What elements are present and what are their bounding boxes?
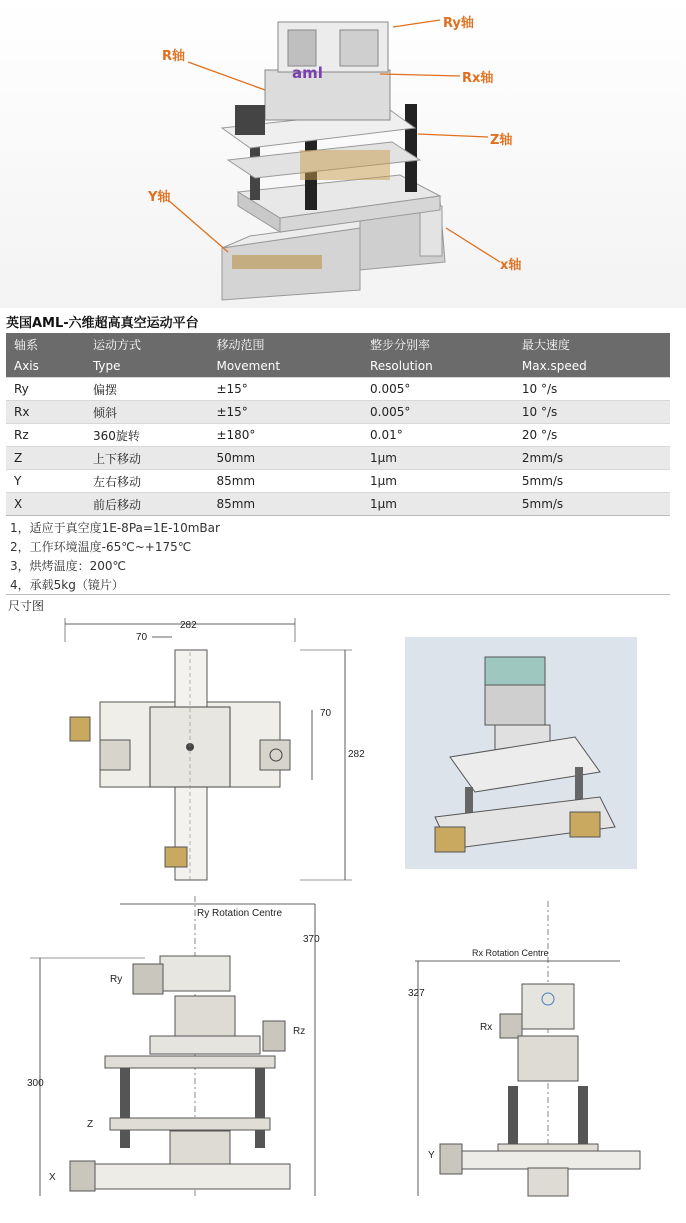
front-view-drawing — [25, 896, 365, 1205]
product-photo — [0, 0, 686, 308]
header-row-en — [6, 355, 670, 378]
cell-type: 倾斜 — [85, 401, 209, 424]
label-x: X — [49, 1172, 56, 1183]
side-view-drawing — [400, 896, 670, 1205]
label-rz: Rz — [293, 1026, 306, 1037]
dim-width: 282 — [180, 620, 197, 631]
cell-speed: 2mm/s — [514, 447, 670, 470]
callout-y: Y轴 — [148, 190, 171, 205]
cell-resolution: 0.01° — [362, 424, 514, 447]
label-z: Z — [87, 1119, 94, 1130]
header-resolution-cn: 整步分别率 — [362, 333, 514, 355]
dim-offset-right: 70 — [320, 708, 332, 719]
dim-body-height: 300 — [27, 1078, 44, 1089]
label-ry: Ry — [110, 974, 123, 985]
cell-speed: 20 °/s — [514, 424, 670, 447]
dimensions-heading: 尺寸图 — [8, 599, 45, 613]
note-item: 3，烘烤温度：200℃ — [10, 559, 127, 573]
cell-movement: 50mm — [208, 447, 362, 470]
cell-resolution: 1μm — [362, 447, 514, 470]
cell-axis: Rx — [6, 401, 85, 424]
cell-movement: ±15° — [208, 378, 362, 401]
header-resolution-en: Resolution — [362, 355, 514, 378]
cell-movement: ±180° — [208, 424, 362, 447]
cell-resolution: 1μm — [362, 493, 514, 516]
table-row — [6, 470, 670, 493]
cell-type: 上下移动 — [85, 447, 209, 470]
table-row — [6, 424, 670, 447]
note-item: 2，工作环境温度-65℃~+175℃ — [10, 540, 192, 554]
callout-z: Z轴 — [490, 133, 513, 148]
cell-speed: 5mm/s — [514, 493, 670, 516]
cell-resolution: 1μm — [362, 470, 514, 493]
cell-movement: 85mm — [208, 493, 362, 516]
divider — [6, 594, 670, 595]
cell-movement: ±15° — [208, 401, 362, 424]
header-axis-en: Axis — [6, 355, 85, 378]
ry-caption: Ry Rotation Centre — [197, 908, 283, 919]
notes-list — [10, 519, 220, 595]
cell-type: 左右移动 — [85, 470, 209, 493]
cell-axis: X — [6, 493, 85, 516]
label-y: Y — [428, 1150, 435, 1161]
callout-x: x轴 — [500, 258, 522, 273]
cell-movement: 85mm — [208, 470, 362, 493]
header-speed-cn: 最大速度 — [514, 333, 670, 355]
header-movement-en: Movement — [208, 355, 362, 378]
aml-logo: aml — [292, 64, 323, 82]
top-view-drawing — [40, 612, 370, 901]
callout-ry: Ry轴 — [443, 16, 474, 31]
cell-axis: Z — [6, 447, 85, 470]
cell-type: 360旋转 — [85, 424, 209, 447]
header-axis-cn: 轴系 — [6, 333, 85, 355]
callout-r: R轴 — [162, 49, 186, 64]
table-row — [6, 378, 670, 401]
header-row-cn — [6, 333, 670, 355]
cell-axis: Y — [6, 470, 85, 493]
spec-table — [6, 333, 670, 516]
note-item: 4，承载5kg（镜片） — [10, 578, 124, 592]
cell-speed: 5mm/s — [514, 470, 670, 493]
cell-type: 前后移动 — [85, 493, 209, 516]
header-type-cn: 运动方式 — [85, 333, 209, 355]
product-title: 英国AML-六维超高真空运动平台 — [6, 316, 199, 331]
table-row — [6, 493, 670, 516]
cell-axis: Ry — [6, 378, 85, 401]
header-speed-en: Max.speed — [514, 355, 670, 378]
cell-axis: Rz — [6, 424, 85, 447]
rx-caption: Rx Rotation Centre — [472, 948, 549, 958]
cell-resolution: 0.005° — [362, 401, 514, 424]
dim-side-height: 327 — [408, 988, 425, 999]
cell-speed: 10 °/s — [514, 378, 670, 401]
dim-height: 282 — [348, 749, 365, 760]
note-item: 1，适应于真空度1E-8Pa=1E-10mBar — [10, 521, 220, 535]
header-type-en: Type — [85, 355, 209, 378]
cell-resolution: 0.005° — [362, 378, 514, 401]
cell-speed: 10 °/s — [514, 401, 670, 424]
cell-type: 偏摆 — [85, 378, 209, 401]
dim-offset-top: 70 — [136, 632, 148, 643]
label-rx: Rx — [480, 1022, 493, 1033]
iso-render — [405, 637, 637, 873]
header-movement-cn: 移动范围 — [208, 333, 362, 355]
table-row — [6, 447, 670, 470]
dim-total-height: 370 — [303, 934, 320, 945]
table-row — [6, 401, 670, 424]
callout-rx: Rx轴 — [462, 71, 494, 86]
